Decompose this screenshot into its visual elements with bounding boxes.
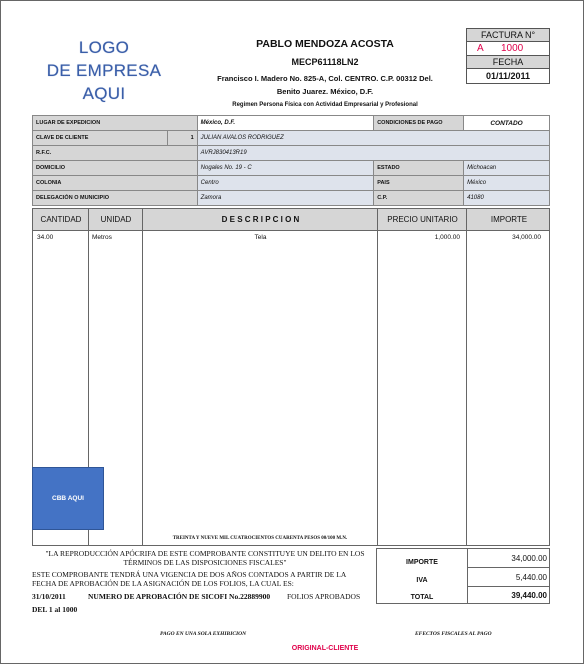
legal-validity-line-1: ESTE COMPROBANTE TENDRÁ UNA VIGENCIA DE DOS AÑOS CONTADOS A PARTIR DE LA: [32, 570, 347, 579]
logo-line-1: LOGO: [78, 38, 130, 57]
amount-in-words: TREINTA Y NUEVE MIL CUATROCIENTOS CUARENTA PESOS 00/100 M.N.: [172, 536, 348, 541]
domicilio-value: Nogales No. 19 - C: [197, 161, 374, 176]
clave-value: 1: [167, 131, 197, 146]
cp-label: C.P.: [374, 191, 464, 206]
legal-warning-line-1: "LA REPRODUCCIÓN APÓCRIFA DE ESTE COMPROBANTE CONSTITUYE UN DELITO EN LOS: [45, 549, 365, 558]
col-descripcion: [143, 209, 378, 545]
lugar-text: México, D.F.: [200, 120, 235, 126]
invoice-folio: 1000: [501, 43, 524, 54]
invoice-date: 01/11/2011: [485, 71, 531, 81]
folio-range: DEL 1 al 1000: [32, 605, 78, 614]
fiscal-note: EFECTOS FISCALES AL PAGO: [415, 631, 492, 637]
delegacion-value: Zamora: [197, 191, 374, 206]
date-label: FECHA: [467, 56, 549, 69]
row-1-descripcion: Tela: [254, 234, 267, 241]
logo-line-3: AQUI: [82, 84, 126, 103]
client-name: JULIAN AVALOS RODRIGUEZ: [197, 131, 549, 146]
issuer-name: PABLO MENDOZA ACOSTA: [256, 38, 394, 50]
total-value: 39,440.00: [511, 591, 547, 600]
colonia-value: Centro: [197, 176, 374, 191]
invoice-number-box: [466, 28, 550, 84]
copy-label: ORIGINAL-CLIENTE: [291, 645, 359, 652]
estado-value: Michoacan: [464, 161, 550, 176]
lugar-value: [197, 116, 374, 131]
header-precio: PRECIO UNITARIO: [387, 215, 458, 224]
condiciones-value: CONTADO: [464, 116, 550, 131]
client-rfc: AVRJ830413R19: [197, 146, 549, 161]
approval-date: 31/10/2011: [32, 592, 66, 601]
totals-divider-2: [467, 586, 549, 587]
row-rfc: [33, 146, 550, 161]
row-clave: [33, 131, 550, 146]
iva-value: 5,440.00: [515, 573, 547, 582]
logo-line-2: DE EMPRESA: [46, 61, 162, 80]
header-unidad: UNIDAD: [100, 215, 132, 224]
row-1-cantidad: 34.00: [37, 234, 54, 241]
header-importe: IMPORTE: [490, 215, 528, 224]
row-1-precio: 1,000.00: [434, 234, 460, 241]
rfc-label: R.F.C.: [33, 146, 198, 161]
row-1-importe: 34,000.00: [512, 234, 541, 241]
totals-divider-1: [467, 567, 549, 568]
totals-column-divider: [467, 549, 468, 603]
cbb-placeholder: CBB AQUI: [32, 467, 104, 530]
items-table: [32, 208, 550, 546]
header-cantidad: CANTIDAD: [40, 215, 82, 224]
clave-label: CLAVE DE CLIENTE: [33, 131, 168, 146]
legal-warning: [40, 549, 370, 567]
cp-value: 41080: [464, 191, 550, 206]
issuer-address-line-1: Francisco I. Madero No. 825-A, Col. CENTRO. C.P. 00312 Del.: [217, 74, 433, 83]
iva-label: IVA: [416, 577, 428, 584]
lugar-label: LUGAR DE EXPEDICION: [33, 116, 198, 131]
importe-label: IMPORTE: [406, 559, 438, 566]
delegacion-label: DELEGACIÓN O MUNICIPIO: [33, 191, 198, 206]
company-logo: [40, 36, 168, 105]
legal-validity: [32, 570, 372, 588]
importe-value: 34,000.00: [511, 554, 547, 563]
pais-value: México: [464, 176, 550, 191]
row-colonia: [33, 176, 550, 191]
condiciones-label: CONDICIONES DE PAGO: [374, 116, 464, 131]
issuer-address-line-2: Benito Juarez. México, D.F.: [276, 87, 374, 96]
client-info-table: [32, 115, 550, 206]
pais-label: PAIS: [374, 176, 464, 191]
invoice-number: [467, 42, 549, 56]
estado-label: ESTADO: [374, 161, 464, 176]
issuer-address: [190, 72, 460, 98]
col-precio: [378, 209, 467, 545]
payment-note: PAGO EN UNA SOLA EXHIBICION: [160, 631, 247, 637]
legal-warning-line-2: TÉRMINOS DE LAS DISPOSICIONES FISCALES": [123, 558, 287, 567]
issuer-rfc: MECP61118LN2: [291, 57, 359, 67]
issuer-regime: Regimen Persona Física con Actividad Empresarial y Profesional: [232, 102, 418, 108]
totals-box: [376, 548, 550, 604]
colonia-label: COLONIA: [33, 176, 198, 191]
invoice-series: A: [477, 43, 484, 54]
legal-validity-line-2: FECHA DE APROBACIÓN DE LA ASIGNACIÓN DE LOS FOLIOS, LA CUAL ES:: [32, 579, 294, 588]
total-label: TOTAL: [410, 594, 434, 601]
row-delegacion: [33, 191, 550, 206]
row-1-unidad: Metros: [92, 234, 112, 241]
row-lugar: [33, 116, 550, 131]
header-descripcion: D E S C R I P C I O N: [221, 215, 300, 224]
invoice-label: FACTURA N°: [467, 29, 549, 42]
folios-approved: FOLIOS APROBADOS: [287, 592, 361, 601]
domicilio-label: DOMICILIO: [33, 161, 198, 176]
row-domicilio: [33, 161, 550, 176]
approval-number: NUMERO DE APROBACIÓN DE SICOFI No.22889900: [88, 592, 271, 601]
